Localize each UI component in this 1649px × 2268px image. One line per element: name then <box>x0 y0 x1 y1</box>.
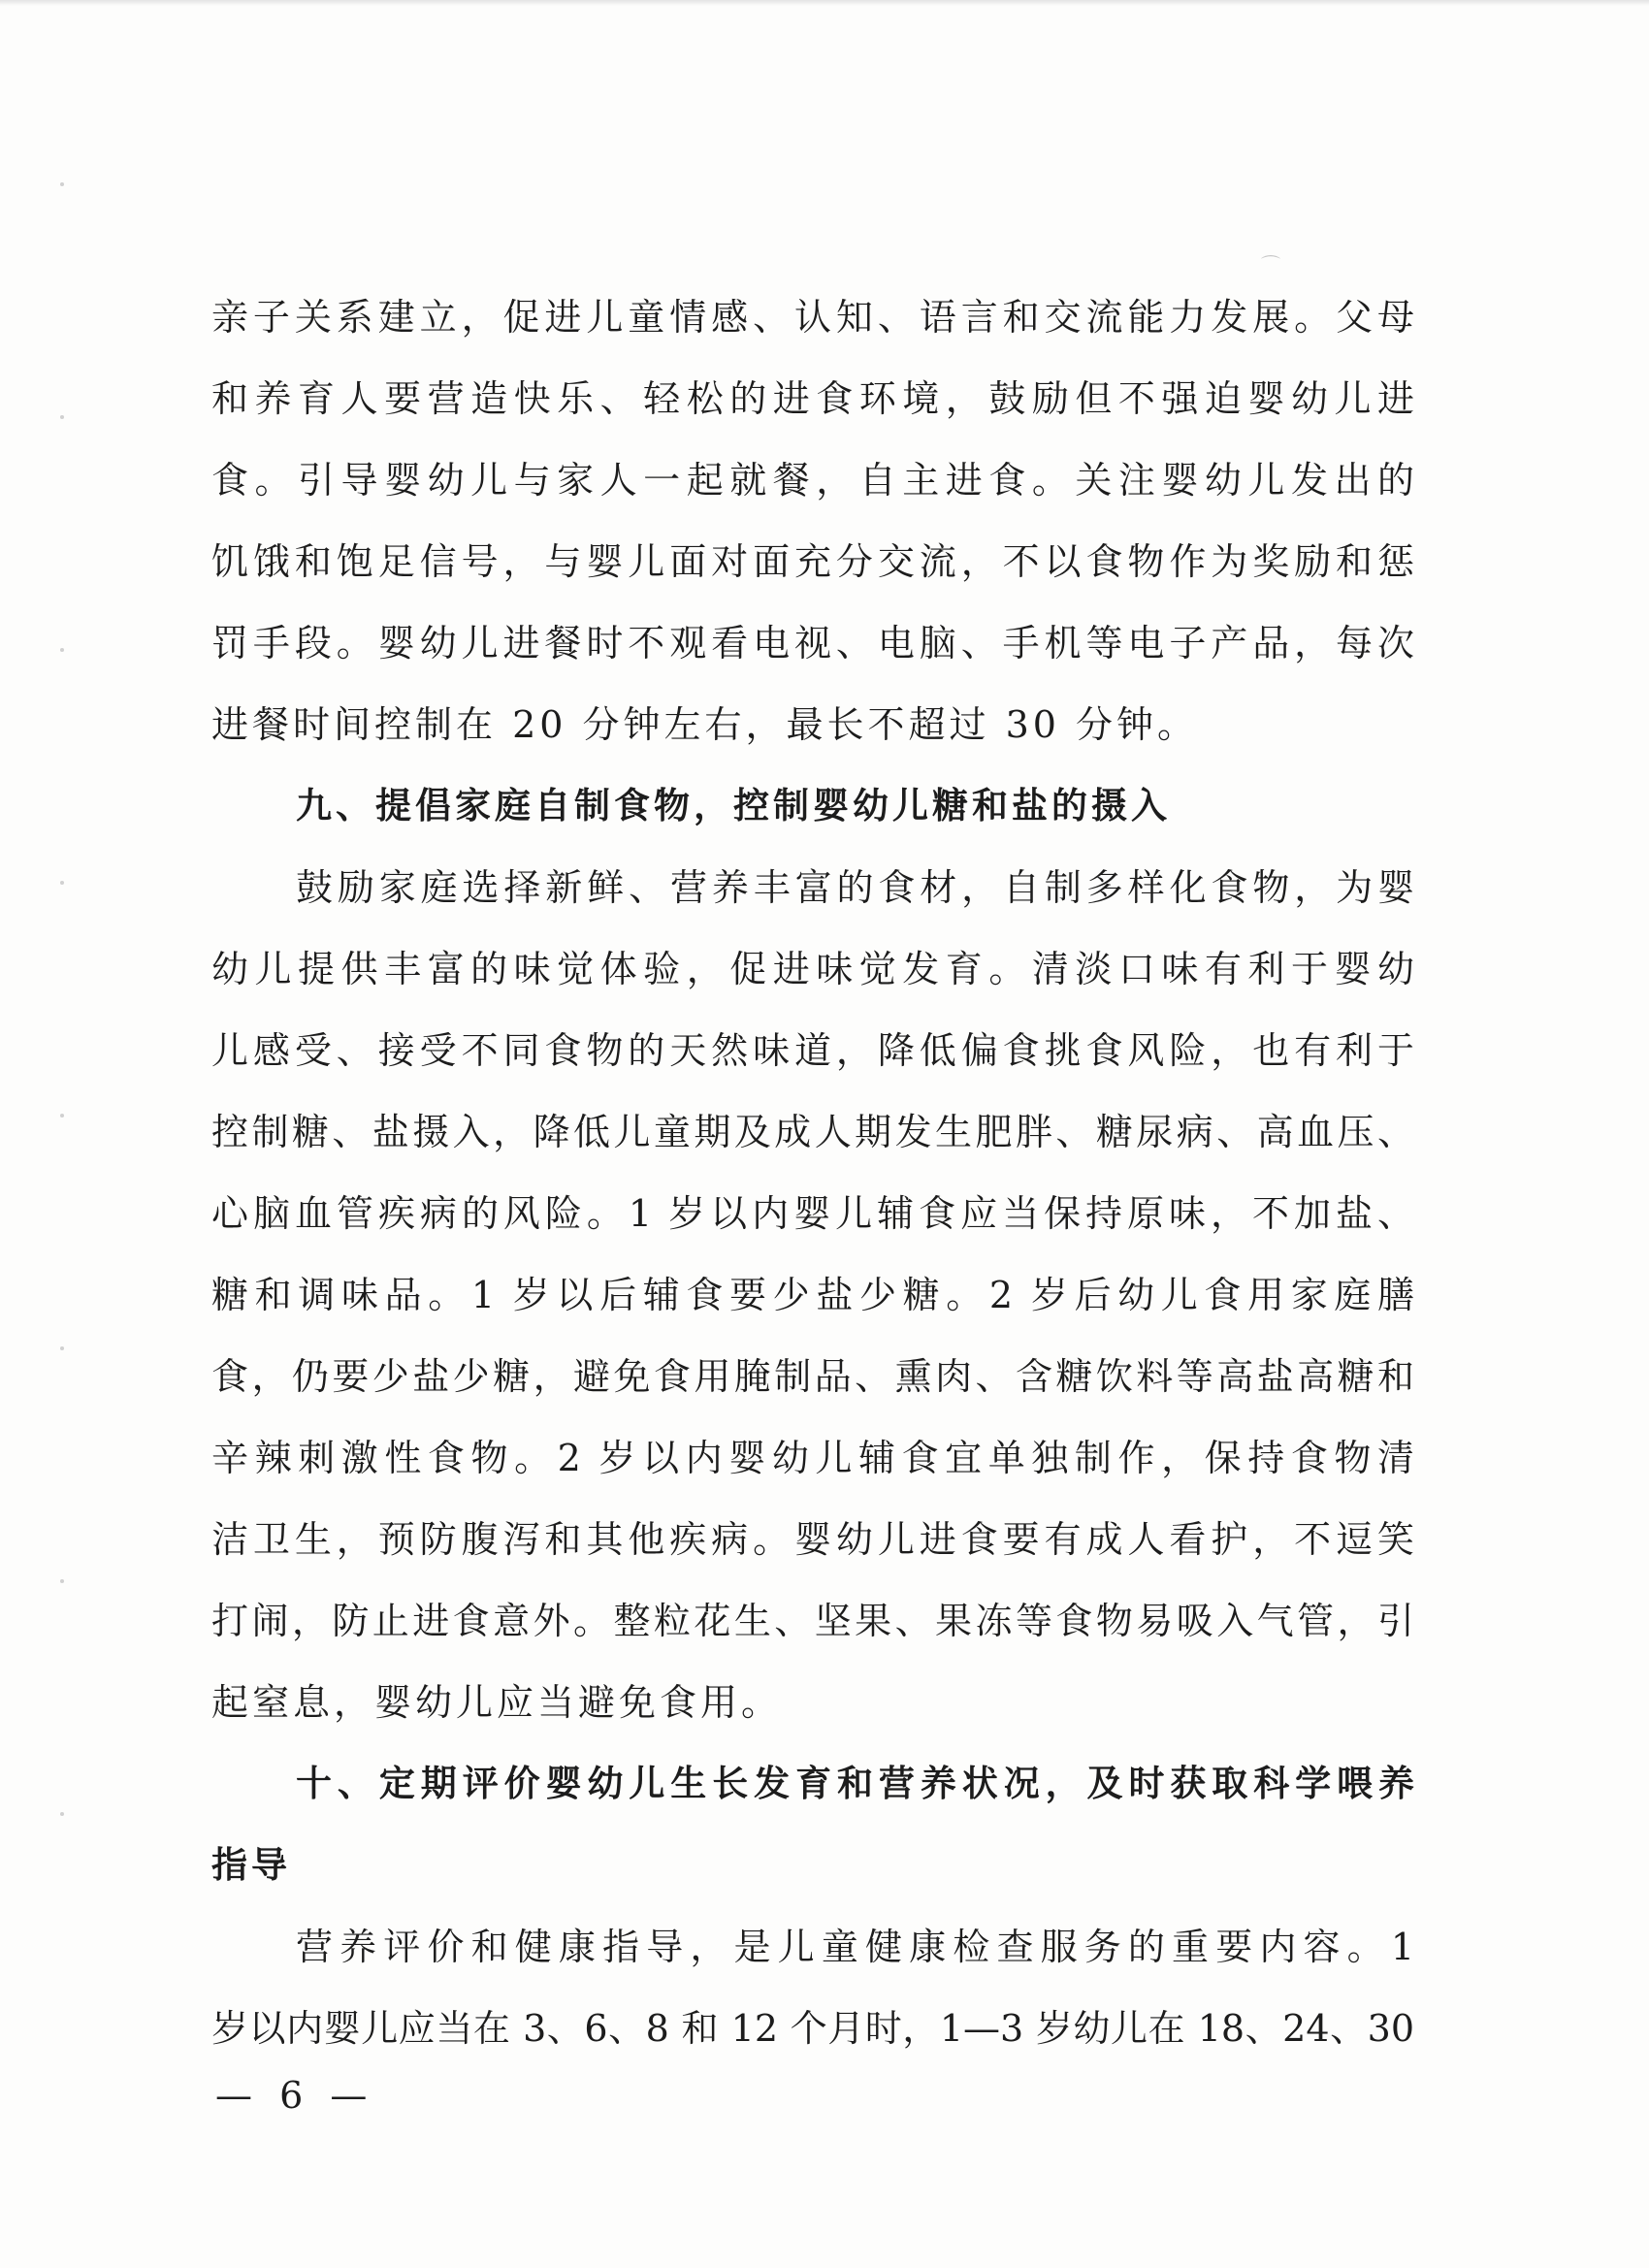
page-number: — 6 — <box>215 2074 375 2117</box>
body-line: 糖和调味品。1 岁以后辅食要少盐少糖。2 岁后幼儿食用家庭膳 <box>211 1274 1414 1316</box>
body-line: 食。引导婴幼儿与家人一起就餐，自主进食。关注婴幼儿发出的 <box>211 459 1414 502</box>
body-line: 食，仍要少盐少糖，避免食用腌制品、熏肉、含糖饮料等高盐高糖和 <box>211 1355 1414 1398</box>
section-heading-10-cont: 指导 <box>211 1844 291 1886</box>
pencil-mark: ⌒ <box>1261 253 1280 276</box>
body-line: 幼儿提供丰富的味觉体验，促进味觉发育。清淡口味有利于婴幼 <box>211 948 1414 990</box>
scan-top-edge <box>0 0 1649 6</box>
section-heading-10: 十、定期评价婴幼儿生长发育和营养状况，及时获取科学喂养 <box>296 1763 1414 1804</box>
body-line: 亲子关系建立，促进儿童情感、认知、语言和交流能力发展。父母 <box>211 296 1414 339</box>
section-heading-9: 九、提倡家庭自制食物，控制婴幼儿糖和盐的摄入 <box>296 785 1171 826</box>
body-line: 儿感受、接受不同食物的天然味道，降低偏食挑食风险，也有利于 <box>211 1029 1414 1072</box>
body-line: 营养评价和健康指导，是儿童健康检查服务的重要内容。1 <box>296 1926 1414 1968</box>
body-line: 岁以内婴儿应当在 3、6、8 和 12 个月时，1—3 岁幼儿在 18、24、30 <box>211 2007 1414 2050</box>
body-line: 进餐时间控制在 20 分钟左右，最长不超过 30 分钟。 <box>211 703 1199 746</box>
body-line: 罚手段。婴幼儿进餐时不观看电视、电脑、手机等电子产品，每次 <box>211 622 1414 664</box>
body-line: 辛辣刺激性食物。2 岁以内婴幼儿辅食宜单独制作，保持食物清 <box>211 1437 1414 1479</box>
body-line: 打闹，防止进食意外。整粒花生、坚果、果冻等食物易吸入气管，引 <box>211 1600 1414 1642</box>
body-line: 控制糖、盐摄入，降低儿童期及成人期发生肥胖、糖尿病、高血压、 <box>211 1111 1414 1153</box>
body-line: 起窒息，婴幼儿应当避免食用。 <box>211 1681 783 1724</box>
body-line: 和养育人要营造快乐、轻松的进食环境，鼓励但不强迫婴幼儿进 <box>211 377 1414 420</box>
body-line: 饥饿和饱足信号，与婴儿面对面充分交流，不以食物作为奖励和惩 <box>211 540 1414 583</box>
body-line: 鼓励家庭选择新鲜、营养丰富的食材，自制多样化食物，为婴 <box>296 866 1414 909</box>
body-line: 心脑血管疾病的风险。1 岁以内婴儿辅食应当保持原味，不加盐、 <box>211 1192 1414 1235</box>
body-line: 洁卫生，预防腹泻和其他疾病。婴幼儿进食要有成人看护，不逗笑 <box>211 1518 1414 1561</box>
